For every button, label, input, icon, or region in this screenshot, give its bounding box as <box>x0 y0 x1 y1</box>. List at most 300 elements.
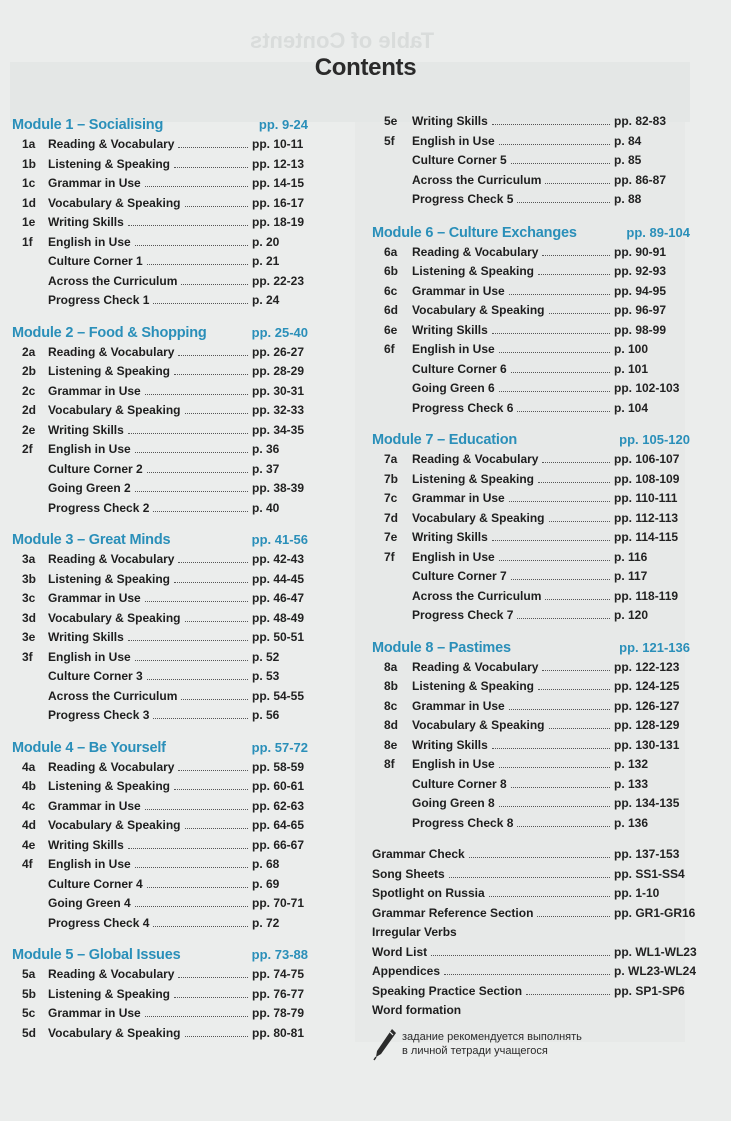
entry-code: 8d <box>384 718 399 732</box>
toc-entry[interactable] <box>12 628 308 648</box>
entry-pages: p. 120 <box>614 608 649 622</box>
dot-leader <box>526 994 610 995</box>
dot-leader <box>499 391 610 392</box>
entry-title: Writing Skills <box>48 837 124 852</box>
entry-pages: pp. 12-13 <box>252 156 305 171</box>
module-title: Module 4 – Be Yourself <box>12 739 166 756</box>
dot-leader <box>517 202 610 203</box>
entry-title: Vocabulary & Speaking <box>48 610 181 625</box>
toc-entry[interactable] <box>372 904 696 924</box>
toc-entry[interactable] <box>12 816 308 836</box>
entry-title: Speaking Practice Section <box>372 983 523 998</box>
entry-pages: pp. 22-23 <box>252 273 305 288</box>
toc-entry[interactable] <box>12 589 308 609</box>
module-heading[interactable] <box>372 430 690 450</box>
dot-leader <box>538 689 610 690</box>
entry-code: 3b <box>22 571 37 586</box>
entry-code: 3d <box>22 610 37 625</box>
entry-pages: pp. 46-47 <box>252 591 305 605</box>
toc-entry[interactable] <box>12 985 308 1005</box>
dot-leader <box>509 501 610 502</box>
dot-leader <box>145 1016 248 1017</box>
entry-pages: p. 24 <box>252 293 280 307</box>
dot-leader <box>174 374 248 375</box>
entry-pages: pp. 106-107 <box>614 452 680 466</box>
entry-pages: pp. 42-43 <box>252 552 305 566</box>
toc-entry[interactable] <box>12 894 308 914</box>
dot-leader <box>509 294 610 295</box>
entry-pages: pp. 108-109 <box>614 471 680 486</box>
entry-pages: pp. 60-61 <box>252 779 305 793</box>
toc-entry[interactable] <box>12 343 308 363</box>
toc-entry[interactable] <box>12 135 308 155</box>
entry-title: Culture Corner 6 <box>412 361 507 376</box>
entry-title: Writing Skills <box>412 530 488 544</box>
entry-code: 6d <box>384 303 399 317</box>
entry-pages: p. 136 <box>614 815 649 830</box>
entry-title: Listening & Speaking <box>48 156 171 171</box>
entry-pages: pp. 66-67 <box>252 837 305 852</box>
toc-entry[interactable] <box>372 262 690 282</box>
dot-leader <box>449 877 610 878</box>
module-title: Module 2 – Food & Shopping <box>12 324 207 341</box>
toc-entry[interactable] <box>12 1024 308 1044</box>
entry-title: Vocabulary & Speaking <box>412 303 545 317</box>
toc-entry[interactable] <box>12 421 308 441</box>
entry-pages: p. 104 <box>614 400 649 415</box>
entry-title: Spotlight on Russia <box>372 886 485 900</box>
toc-entry[interactable] <box>12 914 308 934</box>
dot-leader <box>145 394 248 395</box>
entry-pages: pp. 50-51 <box>252 630 305 644</box>
toc-entry[interactable] <box>12 797 308 817</box>
entry-code: 7d <box>384 510 399 525</box>
dot-leader <box>492 333 610 334</box>
dot-leader <box>128 433 248 434</box>
dot-leader <box>538 482 610 483</box>
entry-pages: p. WL23-WL24 <box>614 964 697 978</box>
entry-title: Progress Check 3 <box>48 708 150 722</box>
dot-leader <box>511 579 610 580</box>
entry-code: 2a <box>22 344 36 359</box>
dot-leader <box>135 906 248 907</box>
toc-entry[interactable] <box>372 450 690 470</box>
entry-pages: pp. 18-19 <box>252 215 305 229</box>
entry-title: Across the Curriculum <box>48 273 178 288</box>
entry-pages: pp. 92-93 <box>614 264 667 278</box>
entry-title: Writing Skills <box>412 322 488 337</box>
entry-code: 2c <box>22 383 36 398</box>
toc-entry[interactable] <box>12 706 308 726</box>
entry-title: Word formation <box>372 1003 462 1017</box>
module-heading[interactable] <box>12 530 308 550</box>
toc-entry[interactable] <box>12 1004 308 1024</box>
toc-entry[interactable] <box>372 112 690 132</box>
entry-code: 6f <box>384 342 395 356</box>
dot-leader <box>135 452 248 453</box>
entry-pages: pp. 54-55 <box>252 688 305 703</box>
dot-leader <box>174 997 248 998</box>
entry-title: English in Use <box>48 442 131 456</box>
dot-leader <box>542 255 610 256</box>
toc-entry[interactable] <box>372 697 690 717</box>
entry-code: 5b <box>22 986 37 1001</box>
entry-pages: pp. 78-79 <box>252 1006 305 1020</box>
entry-pages: pp. WL1-WL23 <box>614 944 697 959</box>
entry-code: 1d <box>22 195 37 210</box>
entry-code: 4e <box>22 837 36 852</box>
entry-title: Culture Corner 1 <box>48 254 143 268</box>
entry-title: Culture Corner 2 <box>48 461 143 476</box>
entry-code: 6c <box>384 283 398 298</box>
dot-leader <box>174 167 248 168</box>
entry-code: 3a <box>22 552 36 566</box>
toc-entry[interactable] <box>12 777 308 797</box>
toc-entry[interactable] <box>12 836 308 856</box>
toc-entry[interactable] <box>372 282 690 302</box>
entry-code: 1a <box>22 137 36 151</box>
entry-pages: p. 84 <box>614 133 642 148</box>
entry-pages: pp. 76-77 <box>252 986 305 1001</box>
entry-pages: pp. 112-113 <box>614 510 679 525</box>
entry-pages: pp. 110-111 <box>614 491 678 505</box>
entry-code: 6e <box>384 322 398 337</box>
dot-leader <box>128 225 248 226</box>
entry-title: English in Use <box>412 342 495 356</box>
toc-entry[interactable] <box>372 132 690 152</box>
entry-title: Vocabulary & Speaking <box>48 403 181 417</box>
module-section <box>12 115 308 311</box>
entry-title: Writing Skills <box>48 215 124 229</box>
toc-entry[interactable] <box>372 151 690 171</box>
entry-code: 5a <box>22 967 36 981</box>
entry-pages: pp. 16-17 <box>252 195 305 210</box>
entry-title: Vocabulary & Speaking <box>412 510 545 525</box>
entry-pages: pp. 28-29 <box>252 364 305 378</box>
entry-pages: pp. 134-135 <box>614 796 680 810</box>
entry-code: 2e <box>22 422 36 437</box>
dot-leader <box>499 144 610 145</box>
dot-leader <box>492 748 610 749</box>
module-title: Module 3 – Great Minds <box>12 532 171 548</box>
entry-title: Grammar Check <box>372 847 465 861</box>
dot-leader <box>469 857 610 858</box>
toc-entry[interactable] <box>12 194 308 214</box>
dot-leader <box>492 540 610 541</box>
entry-code: 3e <box>22 630 36 644</box>
entry-title: Culture Corner 8 <box>412 776 507 791</box>
dot-leader <box>147 264 248 265</box>
entry-pages: pp. SP1-SP6 <box>614 983 685 998</box>
entry-title: Grammar in Use <box>48 798 141 813</box>
entry-title: Grammar Reference Section <box>372 905 534 920</box>
entry-code: 4d <box>22 818 37 832</box>
entry-code: 6b <box>384 264 399 278</box>
entry-title: Progress Check 1 <box>48 293 150 307</box>
toc-entry[interactable] <box>372 716 690 736</box>
toc-entry[interactable] <box>12 233 308 253</box>
toc-entry[interactable] <box>12 460 308 480</box>
toc-entry[interactable] <box>12 155 308 175</box>
toc-entry[interactable] <box>12 648 308 668</box>
dot-leader <box>489 896 610 897</box>
toc-entry[interactable] <box>12 499 308 519</box>
module-heading[interactable] <box>12 738 308 758</box>
entry-pages: pp. 26-27 <box>252 344 305 359</box>
entry-pages: p. 132 <box>614 757 649 771</box>
toc-entry[interactable] <box>372 171 690 191</box>
entry-code: 6a <box>384 244 398 259</box>
entry-pages: p. 88 <box>614 192 642 206</box>
module-section <box>372 430 690 626</box>
toc-entry[interactable] <box>372 1001 690 1021</box>
toc-entry[interactable] <box>372 677 690 697</box>
entry-title: Reading & Vocabulary <box>48 137 175 151</box>
dot-leader <box>147 887 248 888</box>
module-pages: pp. 41-56 <box>251 532 308 547</box>
module-heading[interactable] <box>12 115 308 135</box>
toc-entry[interactable] <box>372 190 690 210</box>
entry-code: 1e <box>22 215 36 229</box>
entry-title: Word List <box>372 944 428 959</box>
toc-entry[interactable] <box>12 875 308 895</box>
dot-leader <box>549 728 611 729</box>
entry-pages: p. 100 <box>614 342 649 356</box>
dot-leader <box>153 511 248 512</box>
toc-entry[interactable] <box>372 923 690 943</box>
entry-title: Reading & Vocabulary <box>48 759 175 774</box>
toc-entry[interactable] <box>372 340 690 360</box>
entry-title: Going Green 6 <box>412 381 495 395</box>
right-column <box>372 112 697 1061</box>
toc-entry[interactable] <box>372 399 690 419</box>
dot-leader <box>174 789 248 790</box>
dot-leader <box>135 491 248 492</box>
entry-title: Across the Curriculum <box>48 688 178 703</box>
entry-pages: p. 69 <box>252 876 280 891</box>
toc-entry[interactable] <box>12 401 308 421</box>
toc-entry[interactable] <box>12 687 308 707</box>
entry-title: Progress Check 7 <box>412 608 514 622</box>
toc-entry[interactable] <box>12 213 308 233</box>
module-pages: pp. 105-120 <box>619 432 690 447</box>
entry-title: Reading & Vocabulary <box>48 552 175 566</box>
toc-entry[interactable] <box>372 845 690 865</box>
entry-code: 3f <box>22 649 33 664</box>
entry-title: Irregular Verbs <box>372 925 457 939</box>
entry-title: Reading & Vocabulary <box>48 967 175 981</box>
entry-code: 7b <box>384 471 399 486</box>
dot-leader <box>499 806 610 807</box>
module-title: Module 6 – Culture Exchanges <box>372 224 577 241</box>
entry-pages: pp. 58-59 <box>252 759 305 774</box>
entry-code: 4f <box>22 857 33 871</box>
entry-code: 3c <box>22 591 36 605</box>
toc-entry[interactable] <box>12 252 308 272</box>
toc-entry[interactable] <box>372 884 690 904</box>
toc-entry[interactable] <box>372 243 690 263</box>
toc-entry[interactable] <box>12 382 308 402</box>
entry-code: 5c <box>22 1006 36 1020</box>
entry-pages: pp. 96-97 <box>614 303 667 317</box>
entry-title: Culture Corner 5 <box>412 153 507 167</box>
toc-entry[interactable] <box>372 301 690 321</box>
entry-title: Appendices <box>372 964 441 978</box>
toc-entry[interactable] <box>372 528 690 548</box>
dot-leader <box>128 640 248 641</box>
toc-entry[interactable] <box>372 321 690 341</box>
module-section <box>12 738 308 934</box>
entry-title: Progress Check 4 <box>48 915 150 930</box>
dot-leader <box>499 767 610 768</box>
entry-pages: p. 53 <box>252 669 280 683</box>
entry-pages: p. 36 <box>252 442 280 456</box>
entry-pages: p. 52 <box>252 649 280 664</box>
toc-entry[interactable] <box>372 360 690 380</box>
note-line-1: задание рекомендуется выполнять <box>402 1030 582 1043</box>
entry-title: English in Use <box>412 133 495 148</box>
entry-code: 8b <box>384 679 399 693</box>
notebook-note <box>372 1027 690 1061</box>
entry-pages: p. 56 <box>252 708 280 722</box>
toc-entry[interactable] <box>12 440 308 460</box>
dot-leader <box>549 313 611 314</box>
entry-title: Listening & Speaking <box>48 571 171 586</box>
entry-pages: p. 133 <box>614 776 649 791</box>
toc-entry[interactable] <box>372 606 690 626</box>
dot-leader <box>153 303 248 304</box>
left-column <box>12 115 308 1043</box>
module-heading[interactable] <box>12 323 308 343</box>
entry-title: English in Use <box>48 234 131 249</box>
entry-pages: pp. 44-45 <box>252 571 305 586</box>
dot-leader <box>499 560 610 561</box>
dot-leader <box>153 926 248 927</box>
toc-entry[interactable] <box>372 775 690 795</box>
page-title: Contents <box>314 54 417 81</box>
dot-leader <box>492 124 610 125</box>
entry-code: 8a <box>384 659 398 674</box>
dot-leader <box>185 828 249 829</box>
entry-pages: pp. 124-125 <box>614 679 680 693</box>
module-heading[interactable] <box>372 638 690 658</box>
entry-title: Across the Curriculum <box>412 172 542 187</box>
entry-pages: pp. 126-127 <box>614 698 680 713</box>
module-title: Module 1 – Socialising <box>12 117 164 133</box>
toc-entry[interactable] <box>12 667 308 687</box>
entry-title: Progress Check 5 <box>412 192 514 206</box>
toc-entry[interactable] <box>12 758 308 778</box>
dot-leader <box>178 355 248 356</box>
entry-title: Listening & Speaking <box>412 471 535 486</box>
toc-entry[interactable] <box>12 609 308 629</box>
toc-entry[interactable] <box>12 570 308 590</box>
module-heading[interactable] <box>372 223 690 243</box>
toc-entry[interactable] <box>12 291 308 311</box>
entry-title: Vocabulary & Speaking <box>412 718 545 732</box>
toc-entry[interactable] <box>12 362 308 382</box>
toc-entry[interactable] <box>372 567 690 587</box>
entry-pages: pp. 86-87 <box>614 172 667 187</box>
dot-leader <box>178 770 248 771</box>
toc-entry[interactable] <box>372 794 690 814</box>
entry-pages: pp. 34-35 <box>252 422 305 437</box>
toc-entry[interactable] <box>12 272 308 292</box>
back-matter-list <box>372 845 697 1021</box>
entry-code: 1f <box>22 234 33 249</box>
entry-pages: pp. 30-31 <box>252 383 305 398</box>
entry-code: 2d <box>22 403 37 417</box>
entry-pages: p. 101 <box>614 361 649 376</box>
toc-entry[interactable] <box>372 962 697 982</box>
toc-entry[interactable] <box>372 509 690 529</box>
entry-title: Grammar in Use <box>412 491 505 505</box>
toc-entry[interactable] <box>372 548 690 568</box>
module-pages: pp. 73-88 <box>251 947 308 962</box>
module-heading[interactable] <box>12 945 308 965</box>
entry-pages: pp. 90-91 <box>614 244 667 259</box>
toc-entry[interactable] <box>12 965 308 985</box>
entry-title: Vocabulary & Speaking <box>48 818 181 832</box>
dot-leader <box>517 618 610 619</box>
entry-title: English in Use <box>412 549 495 564</box>
toc-entry[interactable] <box>372 755 690 775</box>
entry-pages: pp. SS1-SS4 <box>614 866 685 881</box>
dot-leader <box>147 472 248 473</box>
toc-entry[interactable] <box>372 470 690 490</box>
dot-leader <box>537 916 610 917</box>
toc-entry[interactable] <box>372 736 690 756</box>
module-section <box>12 530 308 726</box>
toc-entry[interactable] <box>372 489 690 509</box>
toc-entry[interactable] <box>12 855 308 875</box>
entry-pages: pp. 122-123 <box>614 659 680 674</box>
toc-entry[interactable] <box>372 587 690 607</box>
entry-title: English in Use <box>48 857 131 871</box>
toc-entry[interactable] <box>372 814 690 834</box>
toc-entry[interactable] <box>12 550 308 570</box>
dot-leader <box>499 352 610 353</box>
entry-title: English in Use <box>48 649 131 664</box>
entry-title: Grammar in Use <box>48 591 141 605</box>
toc-entry[interactable] <box>372 658 690 678</box>
entry-code: 5e <box>384 114 398 128</box>
entry-pages: pp. 130-131 <box>614 737 680 752</box>
module-pages: pp. 89-104 <box>626 224 690 240</box>
dot-leader <box>147 679 248 680</box>
toc-entry[interactable] <box>12 174 308 194</box>
dot-leader <box>178 977 248 978</box>
dot-leader <box>511 372 610 373</box>
toc-entry[interactable] <box>372 379 690 399</box>
entry-pages: pp. 48-49 <box>252 610 305 625</box>
entry-code: 4b <box>22 779 37 793</box>
entry-title: Reading & Vocabulary <box>412 244 539 259</box>
entry-title: Culture Corner 7 <box>412 569 507 583</box>
toc-entry[interactable] <box>372 865 690 885</box>
module-section <box>12 945 308 1043</box>
entry-pages: pp. 10-11 <box>252 137 304 151</box>
dot-leader <box>181 699 248 700</box>
toc-entry[interactable] <box>12 479 308 499</box>
toc-entry[interactable] <box>372 943 697 963</box>
dot-leader <box>145 809 248 810</box>
toc-entry[interactable] <box>372 982 690 1002</box>
entry-code: 2b <box>22 364 37 378</box>
module-section <box>12 323 308 519</box>
dot-leader <box>145 601 248 602</box>
entry-code: 7e <box>384 530 398 544</box>
